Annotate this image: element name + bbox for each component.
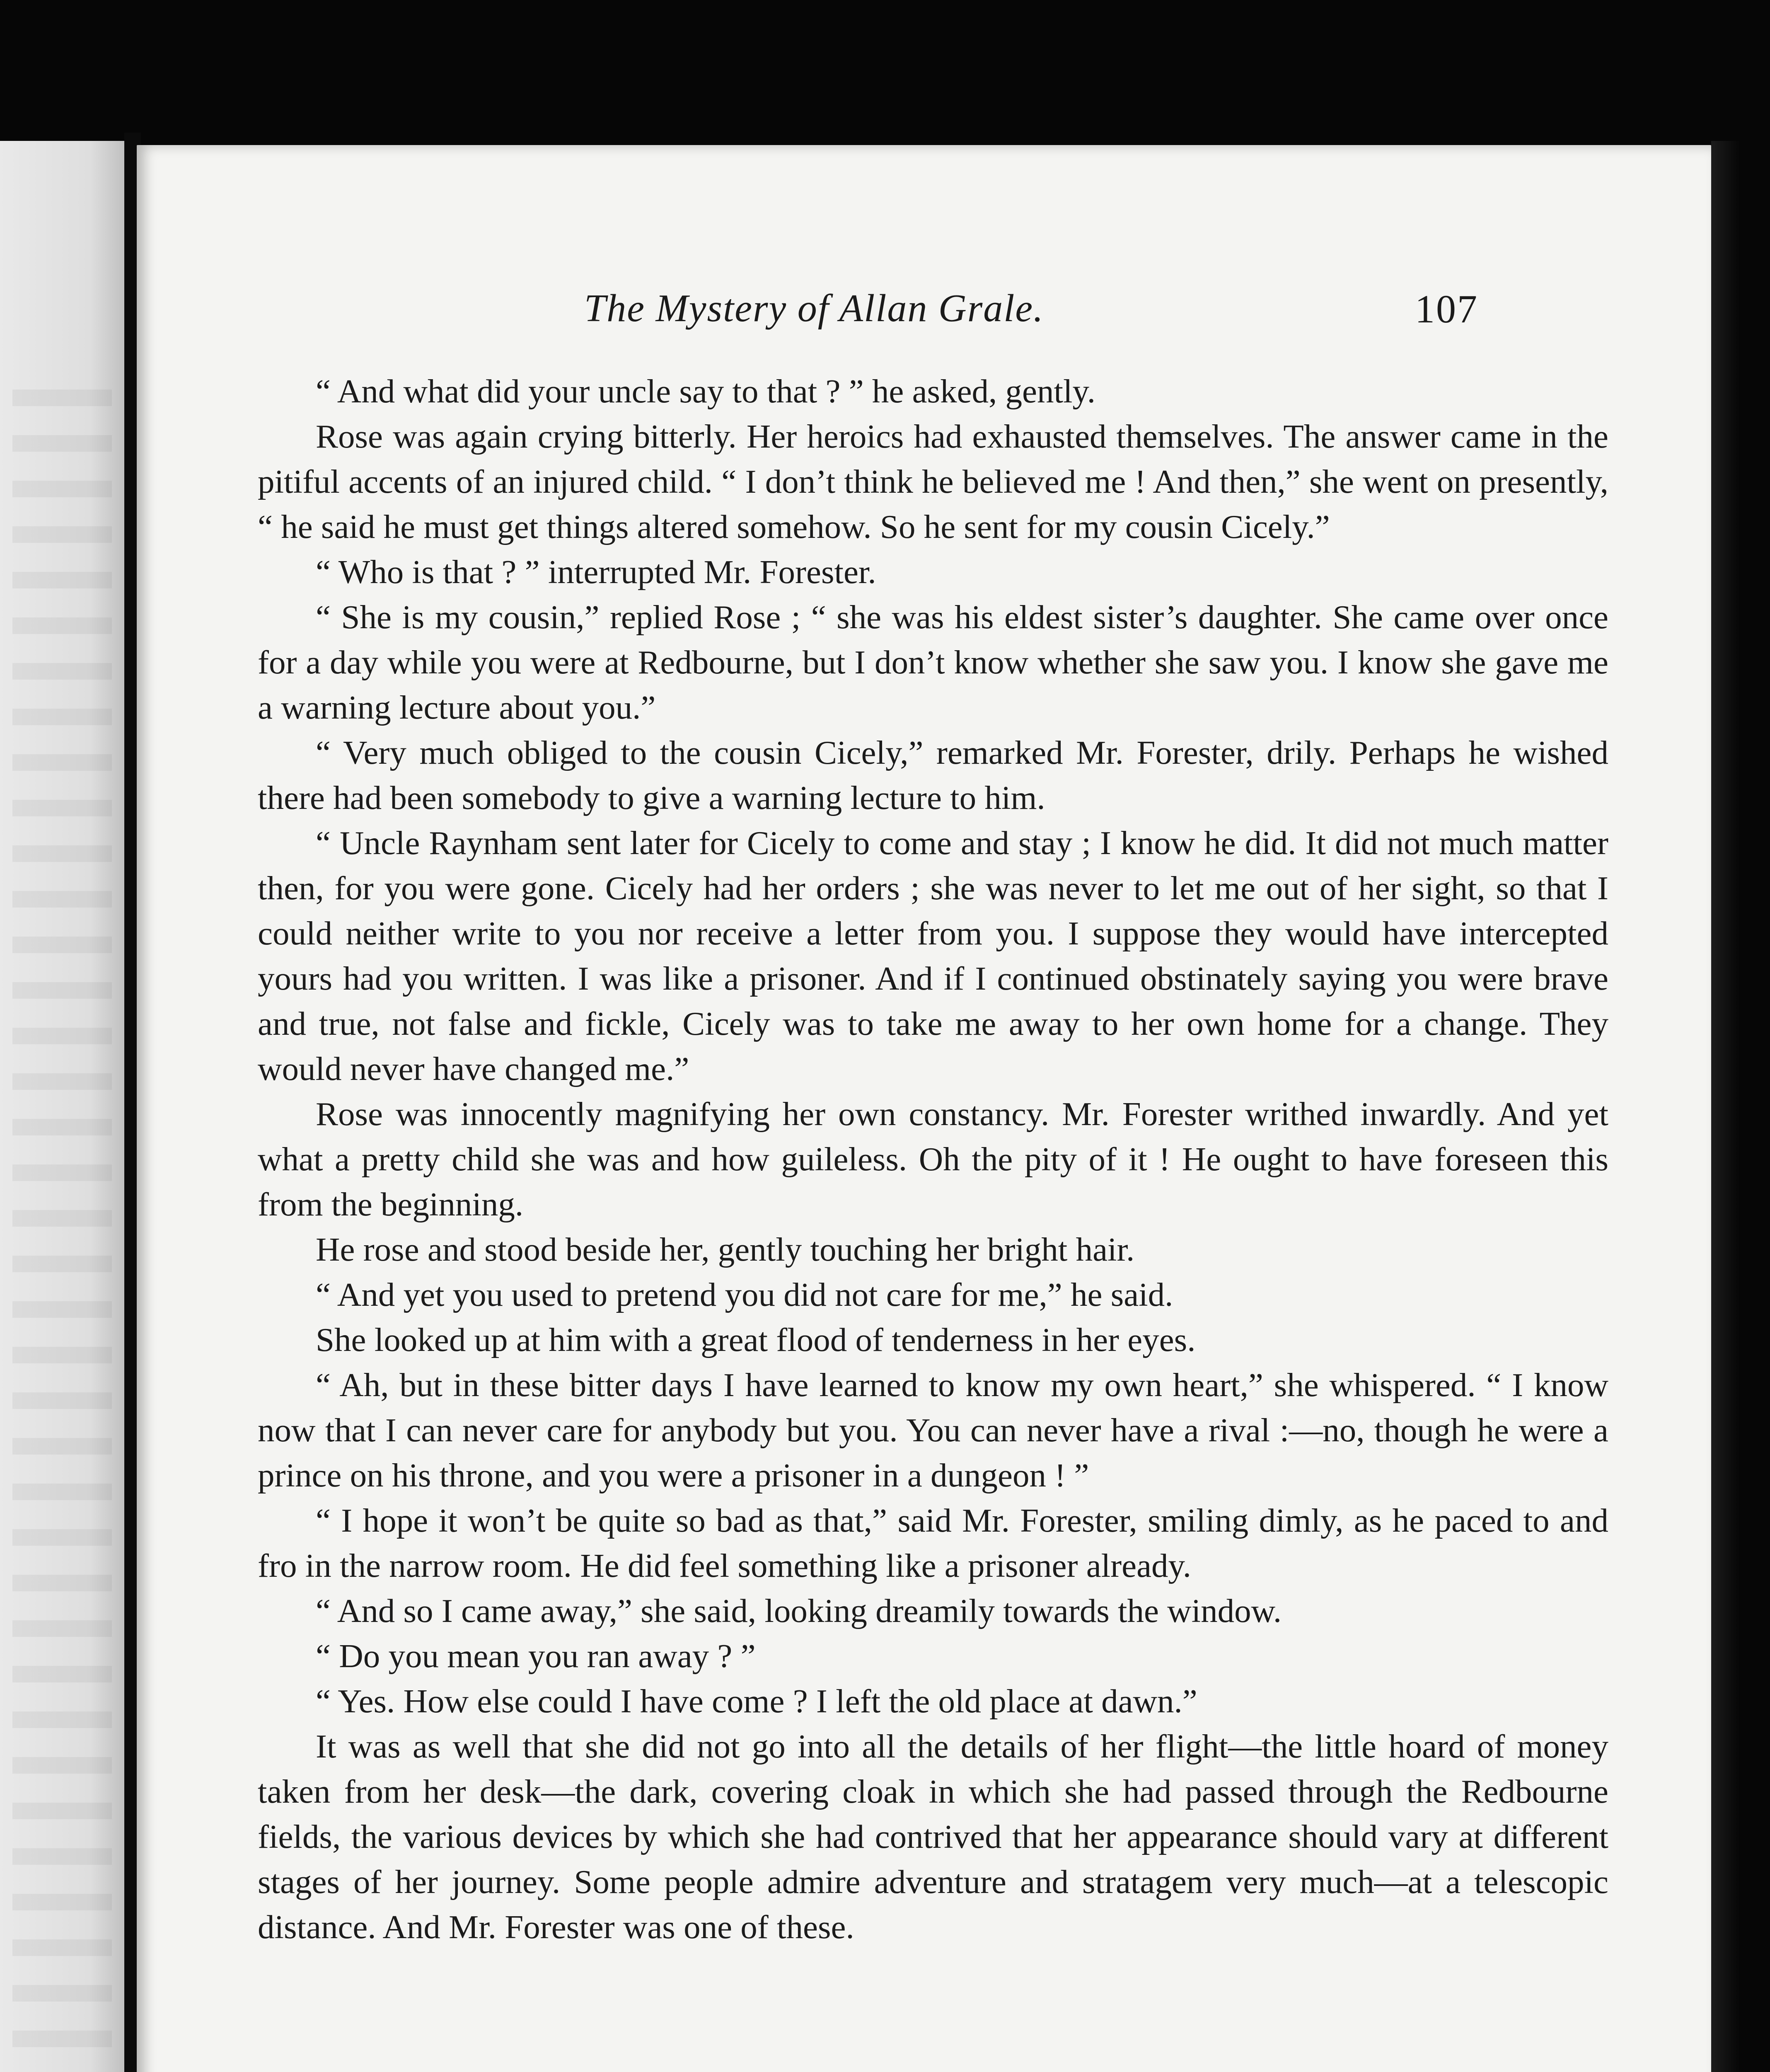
paragraph: “ Who is that ? ” interrupted Mr. Forester.: [316, 553, 876, 591]
paragraph: Rose was again crying bitterly. Her heroics had exhausted themselves. The answer came in the pitiful accents of an injured child. “ I don’t think he believed me ! And then,” she went on presently, “ he said he must get things altered somehow. So he sent for my cousin Cicely.”: [258, 418, 1608, 545]
paragraph: She looked up at him with a great flood of tenderness in her eyes.: [316, 1321, 1196, 1358]
page-header: [137, 286, 1711, 340]
paragraph: “ Yes. How else could I have come ? I left the old place at dawn.”: [316, 1682, 1197, 1720]
paragraph: “ Uncle Raynham sent later for Cicely to come and stay ; I know he did. It did not much matter then, for you were gone. Cicely had her orders ; she was never to let me out of her sight, so that I could neither write to you nor receive a letter from you. I suppose they would have intercepted yours had you written. I was like a prisoner. And if I continued obstinately saying you were brave and true, not false and fickle, Cicely was to take me away to her own home for a change. They would never have changed me.”: [258, 824, 1608, 1087]
paragraph: “ She is my cousin,” replied Rose ; “ she was his eldest sister’s daughter. She came over once for a day while you were at Redbourne, but I don’t know whether she saw you. I know she gave me a warning lecture about you.”: [258, 598, 1608, 726]
paragraph: “ Ah, but in these bitter days I have learned to know my own heart,” she whispered. “ I know now that I can never care for anybody but you. You can never have a rival :—no, though he were a prince on his throne, and you were a prisoner in a dungeon ! ”: [258, 1366, 1608, 1494]
page-right-edge: [1711, 141, 1740, 2072]
paragraph: “ And so I came away,” she said, looking dreamily towards the window.: [316, 1592, 1282, 1629]
adjacent-left-page: [0, 141, 128, 2072]
paragraph: It was as well that she did not go into all the details of her flight—the little hoard of money taken from her desk—the dark, covering cloak in which she had passed through the Redbourne fields, the various devices by which she had contrived that her appearance should vary at different stages of her journey. Some people admire adventure and stratagem very much—at a telescopic distance. And Mr. Forester was one of these.: [258, 1728, 1608, 1946]
body-text: [258, 369, 1608, 1950]
paragraph: “ Do you mean you ran away ? ”: [316, 1637, 756, 1675]
paragraph: “ I hope it won’t be quite so bad as that,” said Mr. Forester, smiling dimly, as he paced to and fro in the narrow room. He did feel something like a prisoner already.: [258, 1502, 1608, 1584]
paragraph: Rose was innocently magnifying her own constancy. Mr. Forester writhed inwardly. And yet what a pretty child she was and how guileless. Oh the pity of it ! He ought to have foreseen this from the beginning.: [258, 1095, 1608, 1223]
paragraph: “ And yet you used to pretend you did not care for me,” he said.: [316, 1276, 1173, 1313]
paragraph: He rose and stood beside her, gently touching her bright hair.: [316, 1231, 1135, 1268]
running-title: The Mystery of Allan Grale.: [584, 287, 1044, 330]
page-number: 107: [1415, 287, 1478, 331]
paragraph: “ Very much obliged to the cousin Cicely,” remarked Mr. Forester, drily. Perhaps he wished there had been somebody to give a warning lecture to him.: [258, 734, 1608, 816]
bleed-through-text: [12, 390, 112, 2072]
book-page: [137, 145, 1711, 2072]
paragraph: “ And what did your uncle say to that ? ” he asked, gently.: [316, 373, 1095, 410]
